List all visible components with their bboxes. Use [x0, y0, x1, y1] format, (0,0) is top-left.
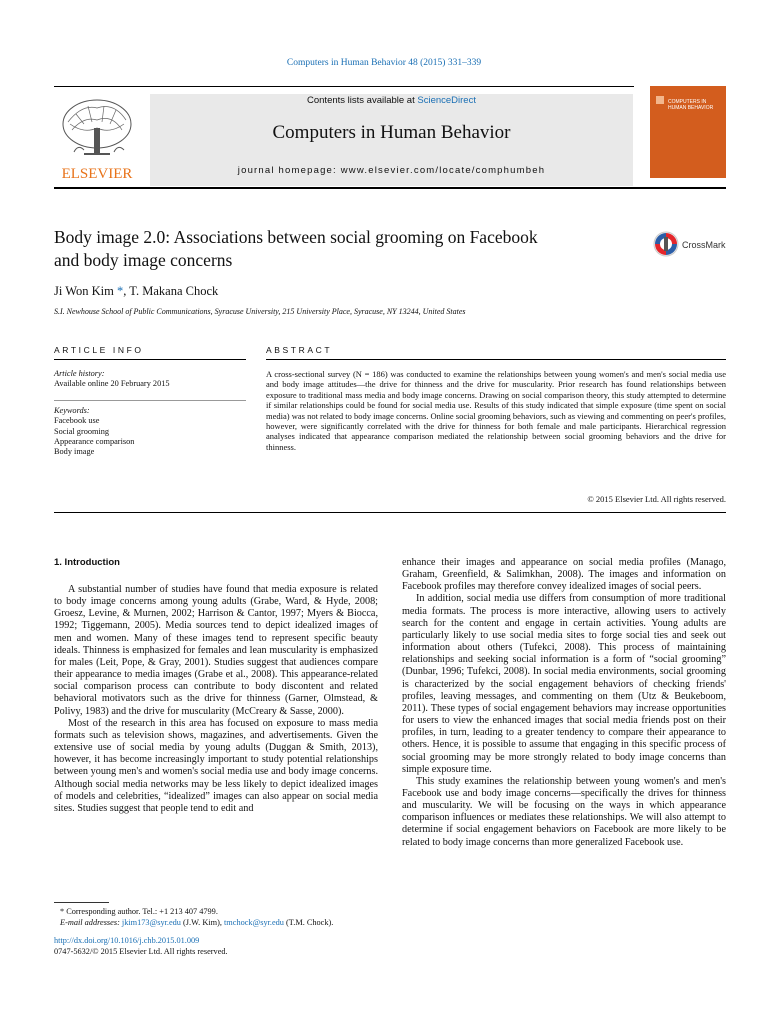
author-kim[interactable]: Ji Won Kim: [54, 284, 114, 298]
corresponding-author-mark[interactable]: *: [117, 284, 124, 298]
abstract-text: A cross-sectional survey (N = 186) was conducted to examine the relationships between young women's and men's social media use and body image attitudes—the drive for thinness and the drive for muscularity. Prior research has found relationships between exposure to traditional mass media and body image concerns. Drawing on social comparison theory, this study attempted to determine if similar relationships could be found for social media use. Results of this study indicated that simple exposure (time spent on social media) was not related to body image concerns. Online social grooming behaviors, such as viewing and commenting on peer's profiles, however, were significantly correlated with the drive for thinness for both female and male participants. Hierarchical regression analyses indicated that appearance comparison mediated the relationship between social grooming behaviors and the drive for thinness.: [266, 369, 726, 452]
intro-paragraph: This study examines the relationship between young women's and men's Facebook use and body image concerns—specifically the drives for thinness and muscularity. We will be focusing on the ways in which appearance comparison influences or mediates these relationships. We will also attempt to determine if social engagement behaviors on Facebook are more likely to be related to body image concerns than more generalized Facebook use.: [402, 775, 726, 848]
journal-cover-image: [650, 86, 726, 178]
intro-paragraph: Most of the research in this area has focused on exposure to mass media formats such as television shows, magazines, and advertisements. Given the extensive use of social media by young adults (Duggan & Smith, 2013), however, it has become increasingly important to study potential relationships between young men's and women's social media use and body image concerns. Although social media networks may be less likely to depict idealized images of models and celebrities, “idealized” images can also appear on social media sites. Studies suggest that people tend to edit and: [54, 717, 378, 814]
author-chock[interactable]: T. Makana Chock: [129, 284, 219, 298]
article-info-divider: [54, 400, 246, 401]
journal-citation[interactable]: Computers in Human Behavior 48 (2015) 331–339: [286, 58, 482, 68]
journal-name: Computers in Human Behavior: [272, 122, 511, 143]
crossmark-label: CrossMark: [682, 240, 726, 250]
email-kim-link[interactable]: jkim173@syr.edu: [121, 917, 181, 927]
keywords-label: Keywords:: [54, 406, 90, 415]
keyword-item: Appearance comparison: [54, 436, 135, 446]
intro-paragraph: In addition, social media use differs from consumption of more traditional media formats. The process is more interactive, allowing users to actively search for the content and engage in certain activities. Young adults are particularly likely to use social media sites to forge social ties and seek out information about others (Tufekci, 2008). This process of maintaining relationships and seeking social information is a form of “social grooming” (Dunbar, 1996; Tufekci, 2008). In social media environments, social grooming is characterized by the social engagement behaviors of checking friends' profiles, leaving messages, and commenting on them (Utz & Beukeboom, 2011). These types of social engagement behaviors may increase opportunities for users to view the enhanced images that social media friends post on their profiles, in turn, leading to a greater tendency to compare their appearance to others. Hence, it is possible to assume that engaging in this specific process of social grooming may be more strongly related to body image concerns than simple exposure time.: [402, 593, 726, 775]
sciencedirect-link[interactable]: ScienceDirect: [417, 95, 476, 106]
author-line: [54, 284, 218, 299]
keyword-item: Facebook use: [54, 416, 100, 426]
article-history: [54, 369, 246, 390]
issn-line: 0747-5632/© 2015 Elsevier Ltd. All rights reserved.: [54, 946, 228, 956]
article-info-rule: [54, 359, 246, 360]
corresponding-author-note: * Corresponding author. Tel.: +1 213 407 4799.: [60, 907, 218, 916]
intro-right-column: [402, 557, 726, 849]
title-line-1: Body image 2.0: Associations between social grooming on Facebook: [54, 227, 538, 247]
introduction-heading: 1. Introduction: [54, 557, 120, 568]
keyword-item: Social grooming: [54, 426, 110, 436]
header-top-rule: [54, 86, 634, 87]
email-chock-link[interactable]: tmchock@syr.edu: [224, 917, 284, 927]
article-title: [54, 226, 634, 272]
abstract-heading: ABSTRACT: [266, 345, 333, 355]
contents-prefix: Contents lists available at: [307, 95, 418, 106]
footnotes: [54, 907, 384, 957]
abstract-rule: [266, 359, 726, 360]
affiliation: S.I. Newhouse School of Public Communications, Syracuse University, 215 University Place, Syracuse, NY 13244, United States: [54, 307, 466, 316]
intro-left-column: [54, 584, 378, 815]
keywords-block: [54, 406, 246, 457]
email-label: E-mail addresses:: [60, 917, 122, 927]
footnote-rule: [54, 902, 109, 903]
cover-title: COMPUTERS IN HUMAN BEHAVIOR: [668, 99, 714, 111]
elsevier-wordmark: ELSEVIER: [61, 166, 133, 182]
contents-line: [150, 95, 633, 106]
crossmark-button[interactable]: [653, 230, 733, 258]
email-chock-who: (T.M. Chock).: [283, 917, 334, 927]
header-bottom-rule: [54, 187, 726, 189]
keyword-item: Body image: [54, 447, 95, 457]
abstract-copyright: © 2015 Elsevier Ltd. All rights reserved.: [587, 494, 726, 504]
history-label: Article history:: [54, 369, 105, 378]
intro-paragraph: enhance their images and appearance on social media profiles (Manago, Graham, Greenfield, & Salimkhan, 2008). The images and information on Facebook profiles may therefore convey idealized images of social peers.: [402, 557, 726, 593]
cover-band: [656, 96, 664, 104]
email-line: [54, 918, 384, 929]
article-info-heading: ARTICLE INFO: [54, 345, 144, 355]
abstract-bottom-rule: [54, 512, 726, 513]
elsevier-logo: [54, 94, 140, 186]
title-line-2: and body image concerns: [54, 250, 233, 270]
history-value: Available online 20 February 2015: [54, 379, 170, 389]
journal-homepage[interactable]: journal homepage: www.elsevier.com/locate/comphumbeh: [237, 165, 546, 176]
author-separator: ,: [123, 284, 130, 298]
doi-link[interactable]: http://dx.doi.org/10.1016/j.chb.2015.01.009: [54, 936, 200, 945]
intro-paragraph: A substantial number of studies have found that media exposure is related to body image concerns among young adults (Grabe, Ward, & Hyde, 2008; Groesz, Levine, & Murnen, 2002; Harrison & Cantor, 1997; Myers & Biocca, 1992; Tiggemann, 2005). Media sources tend to depict idealized images of men and women. Many of these images tend to represent specific beauty ideals. Thinness is emphasized for females and lean muscularity is emphasized for males (Leit, Pope, & Gray, 2001). Studies suggest that audiences compare their appearance to media images (Grabe et al., 2008). This appearance-related social comparison process can contribute to body discontent and related behavioral motivators such as the drive for thinness (Garner, Olmstead, & Polivy, 1983) and the drive for muscularity (McCreary & Sasse, 2000).: [54, 584, 378, 717]
email-kim-who: (J.W. Kim),: [180, 917, 224, 927]
